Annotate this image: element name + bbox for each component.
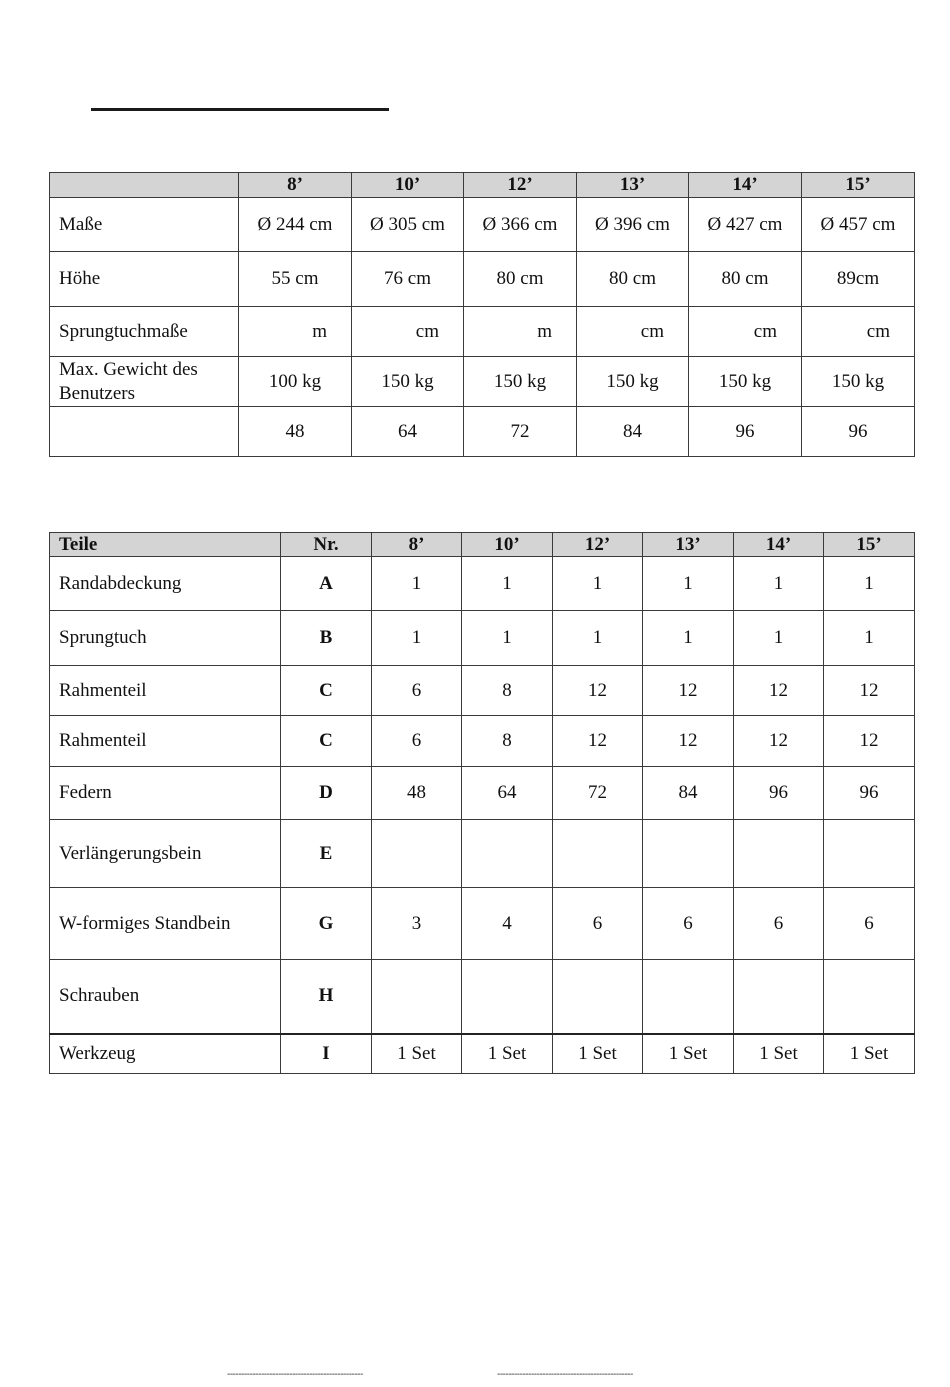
table-cell: 89cm <box>802 252 915 307</box>
table-cell: 3 <box>372 888 462 960</box>
table-cell: 12 <box>553 666 643 716</box>
specs-table <box>49 172 915 457</box>
table-cell: 96 <box>689 407 802 457</box>
row-label <box>50 407 239 457</box>
part-number: B <box>281 611 372 666</box>
table-row <box>50 716 915 767</box>
table-cell: Ø 366 cm <box>464 198 577 252</box>
table-cell: 12 <box>553 716 643 767</box>
table-row <box>50 611 915 666</box>
row-label-line: Max. Gewicht des <box>59 358 198 380</box>
table-row <box>50 407 915 457</box>
parts-header-cell: 15’ <box>824 533 915 557</box>
table-cell: 1 <box>643 611 734 666</box>
footer-dashed-line-left: ------------------------------------------------ <box>227 1369 363 1380</box>
table-cell: 12 <box>824 666 915 716</box>
part-name: Verlängerungsbein <box>50 820 281 888</box>
table-cell: 64 <box>462 767 553 820</box>
table-cell: 1 <box>824 557 915 611</box>
part-name: Federn <box>50 767 281 820</box>
row-label: Sprungtuchmaße <box>50 307 239 357</box>
table-cell: 1 Set <box>462 1034 553 1074</box>
table-cell <box>734 960 824 1034</box>
table-cell: 12 <box>643 716 734 767</box>
footer-dashed-line-right: ------------------------------------------------ <box>497 1369 633 1380</box>
table-cell: cm <box>689 307 802 357</box>
table-cell: 48 <box>372 767 462 820</box>
table-cell: 80 cm <box>464 252 577 307</box>
table-cell: Ø 457 cm <box>802 198 915 252</box>
table-cell: 72 <box>464 407 577 457</box>
table-cell: 6 <box>734 888 824 960</box>
table-cell: 6 <box>824 888 915 960</box>
part-name: W-formiges Standbein <box>50 888 281 960</box>
table-cell: 100 kg <box>239 357 352 407</box>
table-cell: 1 <box>734 611 824 666</box>
part-name: Werkzeug <box>50 1034 281 1074</box>
specs-header-cell: 8’ <box>239 173 352 198</box>
table-row <box>50 307 915 357</box>
table-cell: 1 <box>553 557 643 611</box>
table-cell: cm <box>577 307 689 357</box>
table-cell: 12 <box>643 666 734 716</box>
table-cell: Ø 244 cm <box>239 198 352 252</box>
table-cell: 150 kg <box>352 357 464 407</box>
parts-table <box>49 532 915 1074</box>
table-cell: 150 kg <box>464 357 577 407</box>
table-cell <box>462 960 553 1034</box>
table-cell: 6 <box>372 716 462 767</box>
table-cell: 12 <box>734 716 824 767</box>
table-cell: Ø 396 cm <box>577 198 689 252</box>
table-cell: 96 <box>734 767 824 820</box>
title-underline <box>91 108 389 111</box>
table-cell: 96 <box>824 767 915 820</box>
parts-header-cell: 8’ <box>372 533 462 557</box>
specs-header-cell: 12’ <box>464 173 577 198</box>
part-number: I <box>281 1034 372 1074</box>
table-cell: 64 <box>352 407 464 457</box>
table-cell: Ø 305 cm <box>352 198 464 252</box>
table-cell: 1 Set <box>824 1034 915 1074</box>
table-cell: Ø 427 cm <box>689 198 802 252</box>
table-cell: 1 <box>734 557 824 611</box>
parts-header-cell: 10’ <box>462 533 553 557</box>
table-cell <box>824 960 915 1034</box>
parts-header-cell: Teile <box>50 533 281 557</box>
part-number: C <box>281 666 372 716</box>
table-cell <box>734 820 824 888</box>
part-name: Sprungtuch <box>50 611 281 666</box>
table-cell: 8 <box>462 716 553 767</box>
table-cell: 84 <box>577 407 689 457</box>
table-cell: 48 <box>239 407 352 457</box>
part-name: Schrauben <box>50 960 281 1034</box>
table-cell: 6 <box>643 888 734 960</box>
specs-header-cell: 14’ <box>689 173 802 198</box>
parts-header-cell: 14’ <box>734 533 824 557</box>
part-name: Rahmenteil <box>50 716 281 767</box>
table-row <box>50 198 915 252</box>
parts-header-cell: 12’ <box>553 533 643 557</box>
table-cell: 96 <box>802 407 915 457</box>
table-cell: 76 cm <box>352 252 464 307</box>
table-cell: 1 <box>462 611 553 666</box>
table-cell: 12 <box>734 666 824 716</box>
table-row <box>50 888 915 960</box>
table-cell: 1 <box>553 611 643 666</box>
table-cell: 1 <box>372 611 462 666</box>
table-cell <box>824 820 915 888</box>
specs-header-cell: 15’ <box>802 173 915 198</box>
row-label: Maße <box>50 198 239 252</box>
row-label <box>50 357 239 407</box>
table-cell: 6 <box>372 666 462 716</box>
table-cell: 80 cm <box>689 252 802 307</box>
table-cell: 1 <box>643 557 734 611</box>
table-cell: cm <box>352 307 464 357</box>
table-cell: 1 Set <box>734 1034 824 1074</box>
part-name: Randabdeckung <box>50 557 281 611</box>
part-number: D <box>281 767 372 820</box>
table-cell: 150 kg <box>577 357 689 407</box>
table-cell <box>462 820 553 888</box>
table-cell: 1 <box>824 611 915 666</box>
table-cell: 1 Set <box>553 1034 643 1074</box>
parts-header-row <box>50 533 915 557</box>
table-cell <box>372 820 462 888</box>
part-name: Rahmenteil <box>50 666 281 716</box>
specs-header-row <box>50 173 915 198</box>
table-row <box>50 960 915 1034</box>
table-cell: 12 <box>824 716 915 767</box>
table-cell: m <box>239 307 352 357</box>
table-row <box>50 1034 915 1074</box>
table-cell: 72 <box>553 767 643 820</box>
table-cell: 1 Set <box>372 1034 462 1074</box>
table-row <box>50 357 915 407</box>
table-row <box>50 666 915 716</box>
table-cell <box>553 960 643 1034</box>
specs-header-cell: 10’ <box>352 173 464 198</box>
table-cell: 55 cm <box>239 252 352 307</box>
table-cell: 80 cm <box>577 252 689 307</box>
part-number: H <box>281 960 372 1034</box>
parts-header-cell: Nr. <box>281 533 372 557</box>
table-cell <box>372 960 462 1034</box>
table-cell <box>643 820 734 888</box>
part-number: E <box>281 820 372 888</box>
specs-header-cell: 13’ <box>577 173 689 198</box>
specs-header-cell <box>50 173 239 198</box>
part-number: A <box>281 557 372 611</box>
table-cell: 6 <box>553 888 643 960</box>
table-row <box>50 767 915 820</box>
table-cell: m <box>464 307 577 357</box>
table-row <box>50 252 915 307</box>
table-cell: 4 <box>462 888 553 960</box>
table-cell: 1 Set <box>643 1034 734 1074</box>
table-cell <box>553 820 643 888</box>
table-cell: 84 <box>643 767 734 820</box>
table-cell: 1 <box>462 557 553 611</box>
table-cell: cm <box>802 307 915 357</box>
table-cell <box>643 960 734 1034</box>
table-row <box>50 820 915 888</box>
part-number: G <box>281 888 372 960</box>
table-cell: 150 kg <box>802 357 915 407</box>
table-row <box>50 557 915 611</box>
parts-header-cell: 13’ <box>643 533 734 557</box>
table-cell: 8 <box>462 666 553 716</box>
table-cell: 1 <box>372 557 462 611</box>
row-label: Höhe <box>50 252 239 307</box>
table-cell: 150 kg <box>689 357 802 407</box>
part-number: C <box>281 716 372 767</box>
row-label-line: Benutzers <box>59 382 135 404</box>
